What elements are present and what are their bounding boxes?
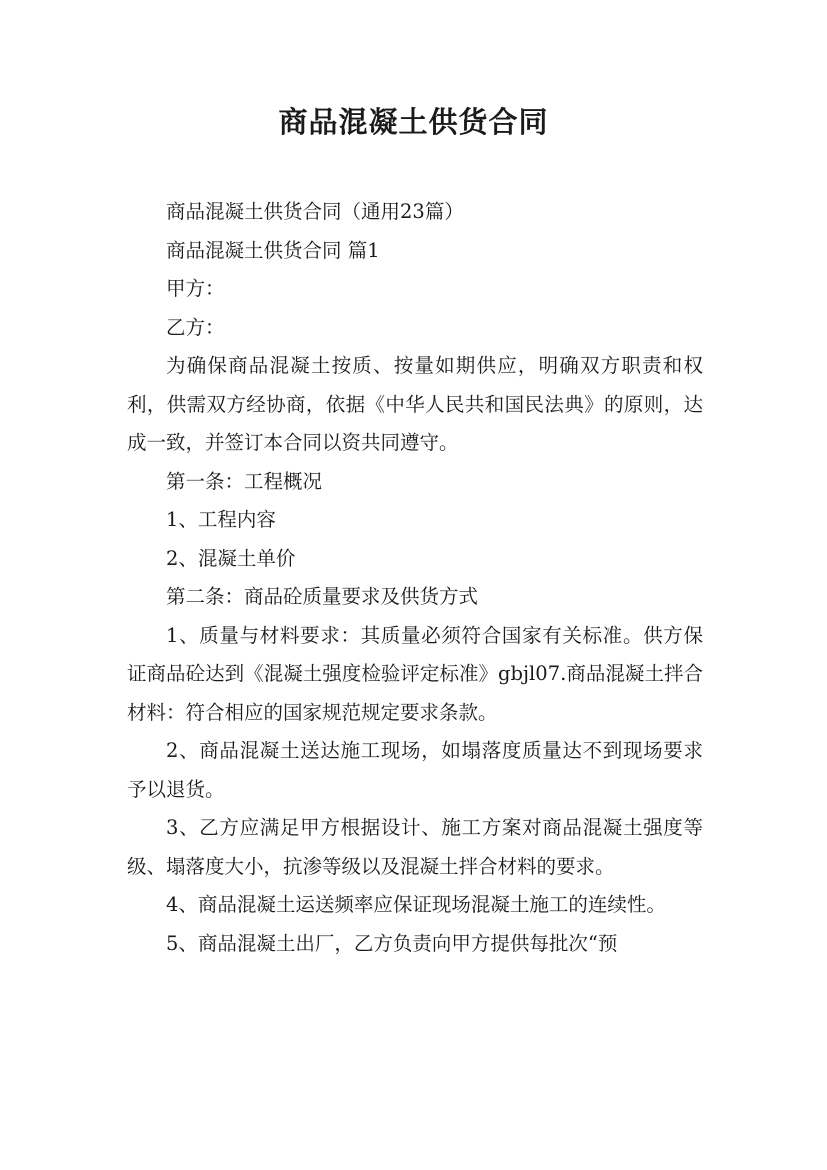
paragraph-party-b: 乙方： xyxy=(166,315,225,339)
paragraph-article-1: 第一条：工程概况 xyxy=(166,469,323,493)
paragraph-party-a: 甲方： xyxy=(166,277,225,300)
paragraph-subtitle: 商品混凝土供货合同（通用23篇） xyxy=(166,200,464,223)
paragraph-article-2: 第二条：商品砼质量要求及供货方式 xyxy=(166,585,479,608)
document-title: 商品混凝土供货合同 xyxy=(278,105,549,139)
document-body xyxy=(127,193,703,963)
paragraph-preamble: 为确保商品混凝土按质、按量如期供应，明确双方职责和权利，供需双方经协商，依据《中华人民共和国民法典》的原则，达成一致，并签订本合同以资共同遵守。 xyxy=(127,354,703,454)
paragraph-item: 5、商品混凝土出厂，乙方负责向甲方提供每批次“预 xyxy=(166,931,618,955)
paragraph-item: 1、工程内容 xyxy=(166,508,276,531)
paragraph-item: 1、质量与材料要求：其质量必须符合国家有关标准。供方保证商品砼达到《混凝土强度检验评定标准》gbjl07.商品混凝土拌合材料：符合相应的国家规范规定要求条款。 xyxy=(127,623,703,724)
paragraph-section-heading: 商品混凝土供货合同 篇1 xyxy=(166,238,380,262)
paragraph-item: 4、商品混凝土运送频率应保证现场混凝土施工的连续性。 xyxy=(166,893,666,916)
paragraph-item: 3、乙方应满足甲方根据设计、施工方案对商品混凝土强度等级、塌落度大小，抗渗等级以及混凝土拌合材料的要求。 xyxy=(127,816,703,878)
paragraph-item: 2、商品混凝土送达施工现场，如塌落度质量达不到现场要求予以退货。 xyxy=(127,739,703,801)
paragraph-item: 2、混凝土单价 xyxy=(166,546,296,570)
